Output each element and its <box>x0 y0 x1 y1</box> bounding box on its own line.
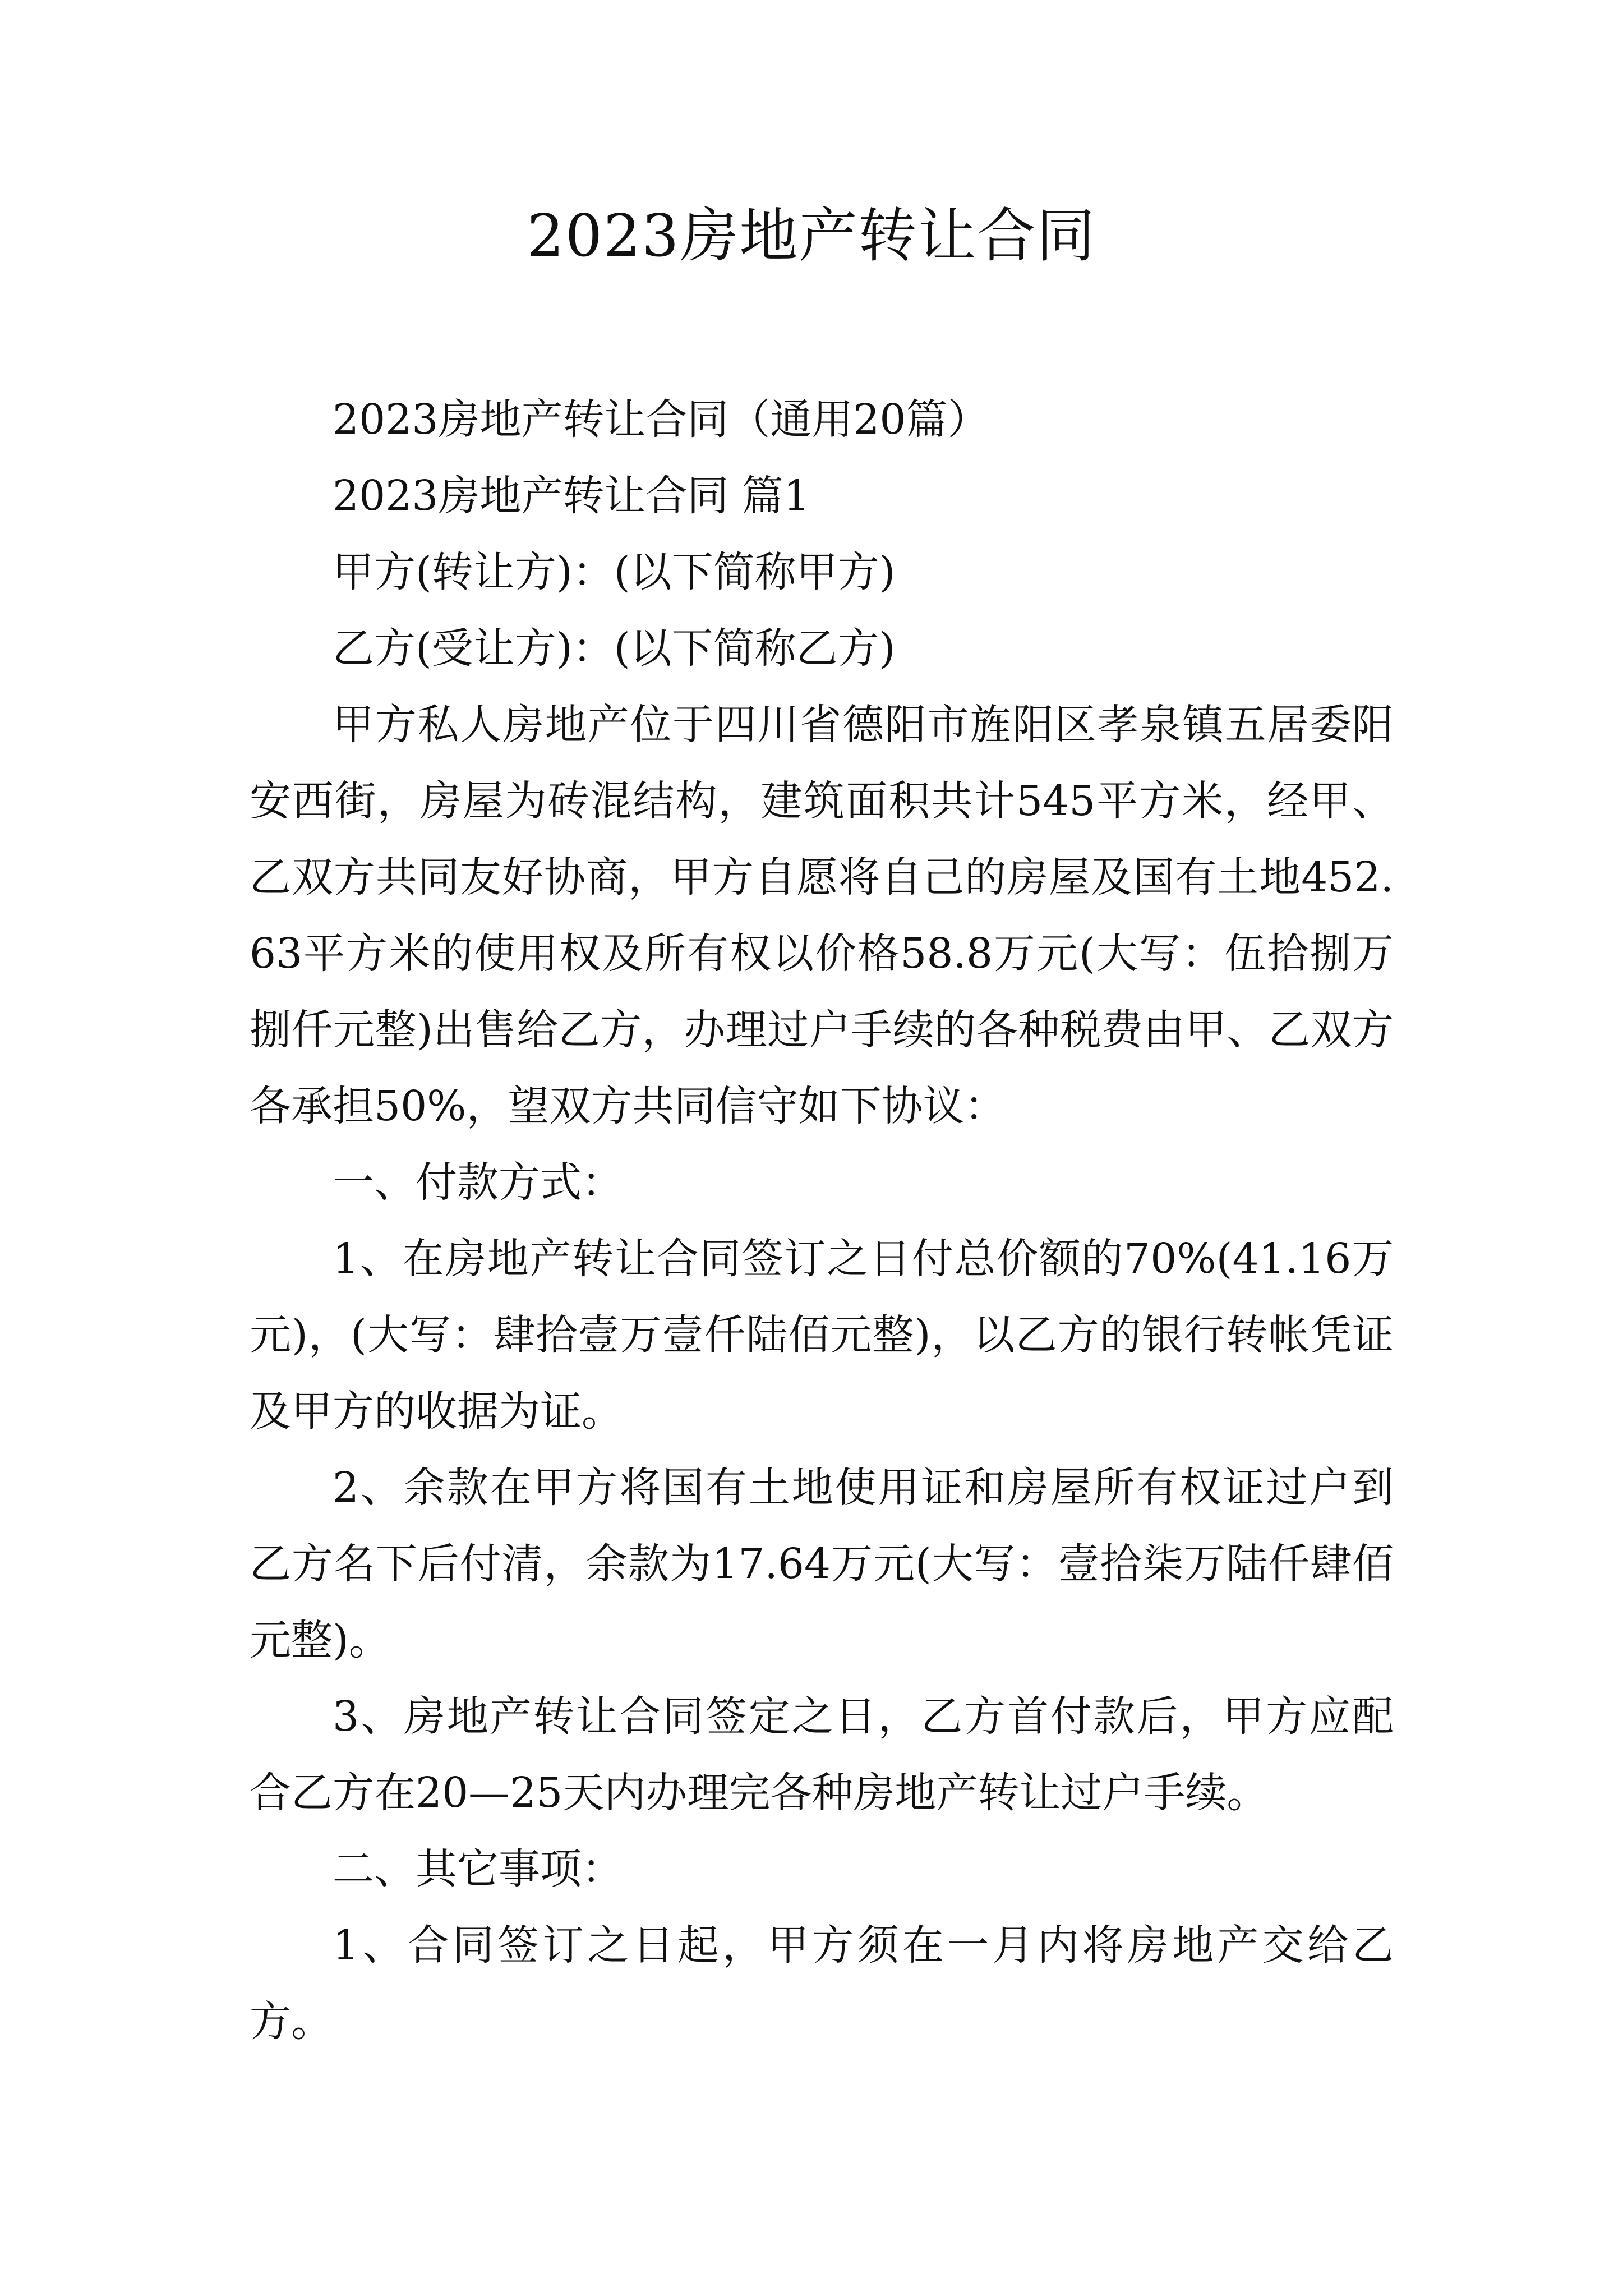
paragraph-payment-item-1: 1、在房地产转让合同签订之日付总价额的70%(41.16万元)，(大写：肆拾壹万壹仟陆佰元整)，以乙方的银行转帐凭证及甲方的收据为证。 <box>250 1235 1394 1435</box>
paragraph-payment-item-3: 3、房地产转让合同签定之日，乙方首付款后，甲方应配合乙方在20—25天内办理完各种房地产转让过户手续。 <box>250 1692 1394 1817</box>
document-title: 2023房地产转让合同 <box>527 201 1096 270</box>
paragraph-property-description: 甲方私人房地产位于四川省德阳市旌阳区孝泉镇五居委阳安西街，房屋为砖混结构，建筑面积共计545平方米，经甲、乙双方共同友好协商，甲方自愿将自己的房屋及国有土地452.63平方米的使用权及所有权以价格58.8万元(大写：伍拾捌万捌仟元整)出售给乙方，办理过户手续的各种税费由甲、乙双方各承担50%，望双方共同信守如下协议： <box>250 701 1394 1130</box>
paragraph-section-heading: 2023房地产转让合同 篇1 <box>333 472 810 520</box>
paragraph-other-item-1: 1、合同签订之日起，甲方须在一月内将房地产交给乙方。 <box>250 1921 1394 2046</box>
document-body <box>250 381 1394 2060</box>
paragraph-payment-item-2: 2、余款在甲方将国有土地使用证和房屋所有权证过户到乙方名下后付清，余款为17.64万元(大写：壹拾柒万陆仟肆佰元整)。 <box>250 1464 1394 1664</box>
paragraph-party-a: 甲方(转让方)：(以下简称甲方) <box>333 548 896 596</box>
paragraph-subtitle: 2023房地产转让合同（通用20篇） <box>333 395 989 444</box>
paragraph-party-b: 乙方(受让方)：(以下简称乙方) <box>333 624 896 673</box>
paragraph-payment-heading: 一、付款方式： <box>333 1158 623 1207</box>
paragraph-other-heading: 二、其它事项： <box>333 1845 623 1893</box>
